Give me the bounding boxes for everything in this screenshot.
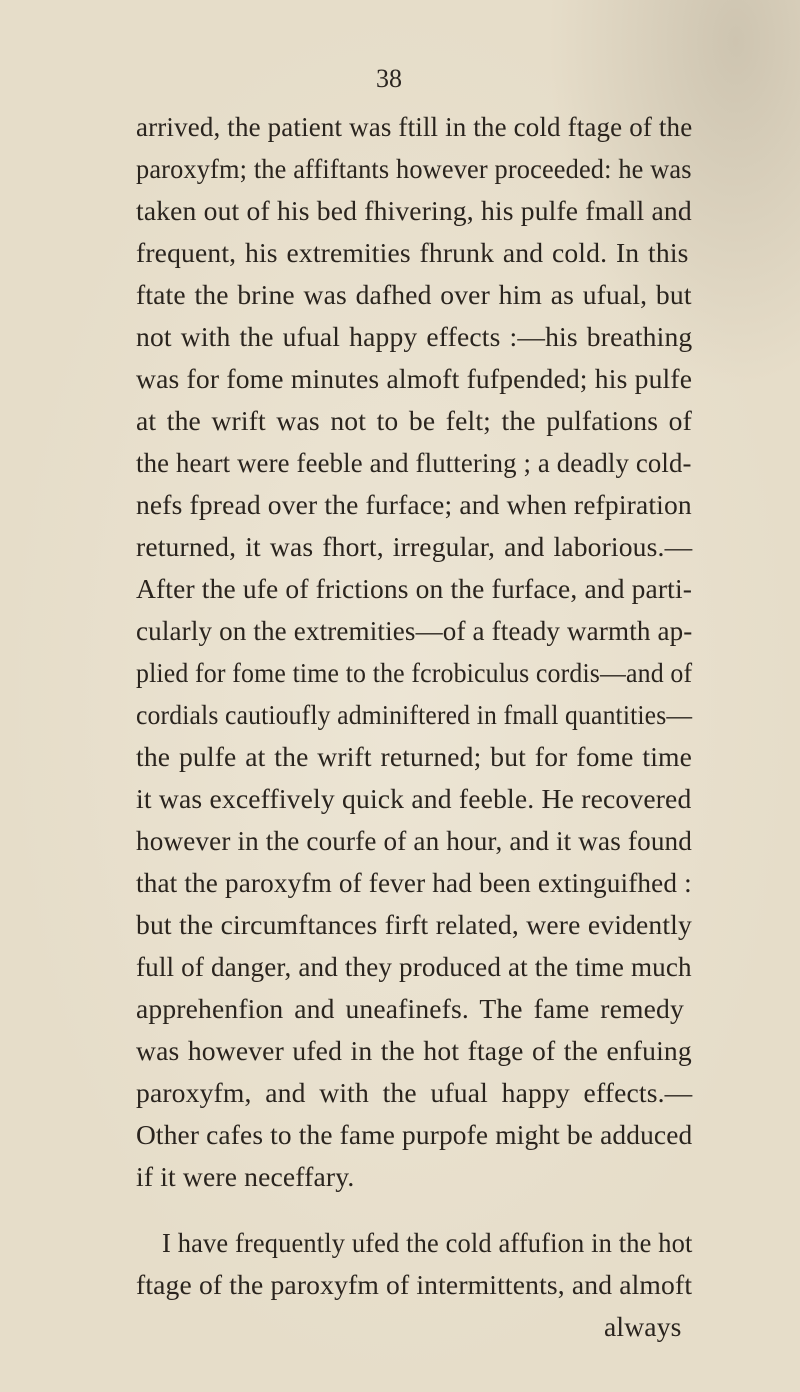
text-line: ftate the brine was dafhed over him as ufual, but	[136, 279, 692, 310]
text-line: cordials cautioufly adminiftered in fmall quantities—	[136, 699, 693, 730]
text-line: arrived, the patient was ftill in the cold ftage of the	[136, 111, 693, 142]
text-line: was however ufed in the hot ftage of the enfuing	[136, 1035, 692, 1066]
text-line: if it were neceffary.	[136, 1161, 355, 1192]
text-line: but the circumftances firft related, were evidently	[136, 909, 692, 940]
text-line: the heart were feeble and fluttering ; a deadly cold-	[136, 447, 692, 478]
text-line: however in the courfe of an hour, and it was found	[136, 825, 692, 856]
text-line: that the paroxyfm of fever had been extinguifhed :	[136, 867, 692, 898]
text-line: returned, it was fhort, irregular, and laborious.—	[136, 531, 693, 562]
text-line: frequent, his extremities fhrunk and cold. In this	[136, 237, 689, 268]
text-line: nefs fpread over the furface; and when refpiration	[136, 489, 692, 520]
text-line: Other cafes to the fame purpofe might be adduced	[136, 1119, 693, 1150]
catchword: always	[604, 1311, 682, 1342]
text-line: cularly on the extremities—of a fteady warmth ap-	[136, 615, 693, 646]
text-line: I have frequently ufed the cold affufion in the hot	[162, 1227, 693, 1258]
text-line: it was exceffively quick and feeble. He recovered	[136, 783, 692, 814]
text-line: was for fome minutes almoft fufpended; his pulfe	[136, 363, 693, 394]
text-line: the pulfe at the wrift returned; but for fome time	[136, 741, 693, 772]
page-number: 38	[376, 64, 402, 93]
text-line: at the wrift was not to be felt; the pulfations of	[136, 405, 692, 436]
text-line: ftage of the paroxyfm of intermittents, and almoft	[136, 1269, 693, 1300]
text-line: full of danger, and they produced at the time much	[136, 951, 692, 982]
text-line: paroxyfm, and with the ufual happy effects.—	[136, 1077, 693, 1108]
text-line: plied for fome time to the fcrobiculus cordis—and of	[136, 657, 693, 688]
text-line: paroxyfm; the affiftants however proceeded: he was	[136, 153, 692, 184]
text-line: taken out of his bed fhivering, his pulfe fmall and	[136, 195, 692, 226]
text-line: apprehenfion and uneafinefs. The fame remedy	[136, 993, 684, 1024]
text-line: not with the ufual happy effects :—his breathing	[136, 321, 693, 352]
text-line: After the ufe of frictions on the furface, and parti-	[136, 573, 693, 604]
